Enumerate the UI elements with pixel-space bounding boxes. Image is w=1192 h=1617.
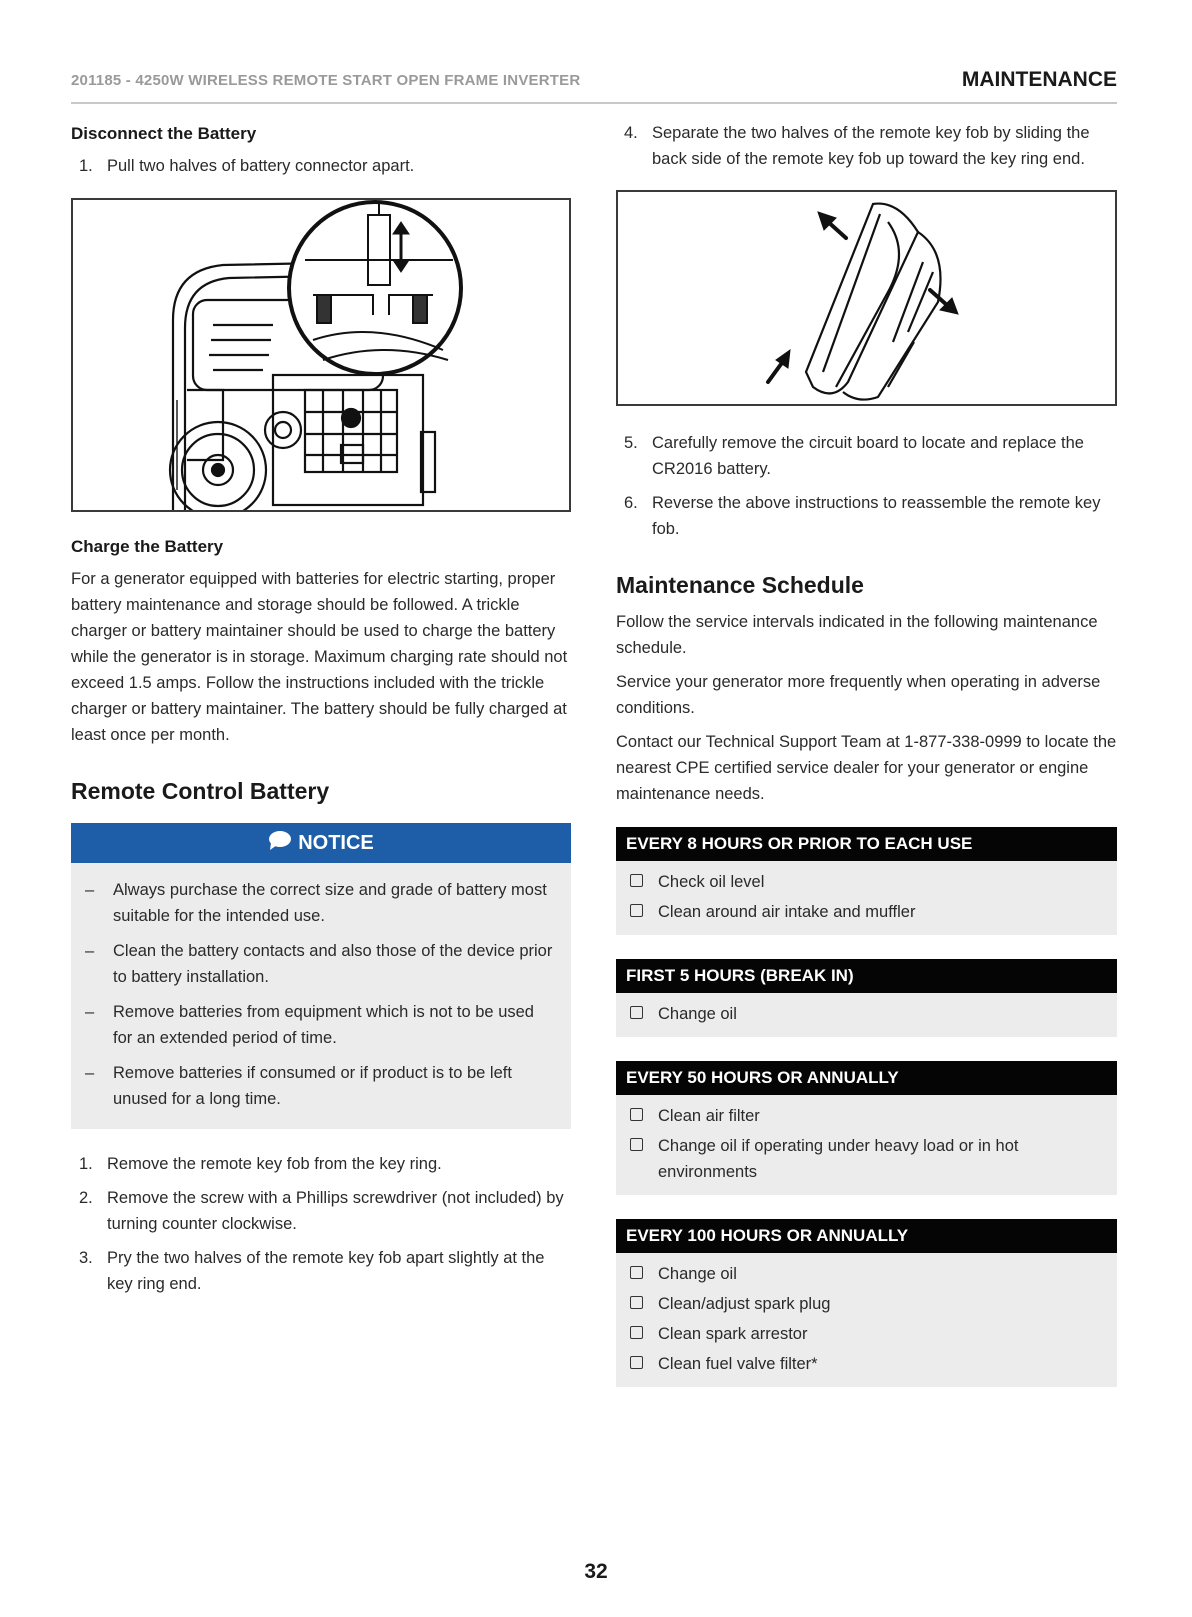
step-number: 1. (79, 1155, 93, 1173)
schedule-group-title: EVERY 100 HOURS OR ANNUALLY (616, 1219, 1117, 1253)
list-item (71, 1185, 571, 1237)
step-number: 3. (79, 1249, 93, 1267)
checklist-item (630, 1001, 1105, 1027)
checklist-item (630, 869, 1105, 895)
left-column (71, 120, 571, 1297)
step-text: Separate the two halves of the remote key fob by sliding the back side of the remote key fob up toward the key ring end. (652, 124, 1090, 168)
checklist-item-label: Clean around air intake and muffler (658, 903, 916, 921)
list-item (71, 1151, 571, 1177)
schedule-paragraph: Service your generator more frequently when operating in adverse conditions. (616, 673, 1101, 717)
remote-steps (71, 1151, 571, 1297)
notice-item-text: Always purchase the correct size and grade of battery most suitable for the intended use. (113, 881, 547, 925)
step-number: 6. (624, 494, 638, 512)
checklist-item-label: Change oil (658, 1005, 737, 1023)
checkbox-icon (630, 1138, 643, 1151)
schedule-group (616, 1061, 1117, 1195)
key-fob-illustration (616, 190, 1117, 406)
checklist-item (630, 1321, 1105, 1347)
section-title: MAINTENANCE (961, 68, 1117, 91)
list-item: – Remove batteries from equipment which is not to be used for an extended period of time. (85, 1003, 534, 1047)
step-number: 5. (624, 434, 638, 452)
checklist-item (630, 1351, 1105, 1377)
schedule-paragraph: Contact our Technical Support Team at 1-877-338-0999 to locate the nearest CPE certified service dealer for your generator or engine maintenance needs. (616, 733, 1117, 803)
step-text: Pull two halves of battery connector apart. (107, 157, 415, 175)
notice-box (71, 823, 571, 1129)
keyfob-steps-a (616, 120, 1117, 172)
schedule-group-title: FIRST 5 HOURS (BREAK IN) (616, 959, 1117, 993)
schedule-group-body (616, 1095, 1117, 1195)
notice-item-text: Remove batteries if consumed or if product is to be left unused for a long time. (113, 1064, 512, 1108)
list-item: – Clean the battery contacts and also those of the device prior to battery installation. (85, 942, 553, 986)
checklist-item-label: Change oil if operating under heavy load or in hot environments (658, 1137, 1019, 1181)
schedule-group-title: EVERY 8 HOURS OR PRIOR TO EACH USE (616, 827, 1117, 861)
keyfob-steps-b (616, 430, 1117, 542)
step-text: Pry the two halves of the remote key fob apart slightly at the key ring end. (107, 1249, 545, 1293)
notice-item-text: Clean the battery contacts and also those of the device prior to battery installation. (113, 942, 553, 986)
notice-list (71, 863, 571, 1129)
checklist-item-label: Clean/adjust spark plug (658, 1295, 831, 1313)
checklist-item-label: Check oil level (658, 873, 765, 891)
checklist-item-label: Clean spark arrestor (658, 1325, 808, 1343)
checklist-item-label: Clean air filter (658, 1107, 760, 1125)
checkbox-icon (630, 1296, 643, 1309)
list-item (71, 1245, 571, 1297)
list-item: – Always purchase the correct size and grade of battery most suitable for the intended use. (85, 881, 547, 925)
checklist-item (630, 1103, 1105, 1129)
schedule-group-title: EVERY 50 HOURS OR ANNUALLY (616, 1061, 1117, 1095)
list-item: – Remove batteries if consumed or if product is to be left unused for a long time. (85, 1064, 512, 1108)
schedule-group (616, 827, 1117, 935)
schedule-group-body (616, 993, 1117, 1037)
checklist-item-label: Change oil (658, 1265, 737, 1283)
checklist-item (630, 899, 1105, 925)
list-item (616, 430, 1117, 482)
charge-battery-heading: Charge the Battery (71, 537, 224, 556)
page-header (71, 66, 1117, 104)
schedule-group (616, 959, 1117, 1037)
step-number: 4. (624, 124, 638, 142)
step-text: Carefully remove the circuit board to locate and replace the CR2016 battery. (652, 434, 1084, 478)
disconnect-steps (71, 153, 571, 179)
remote-control-battery-heading: Remote Control Battery (71, 778, 330, 804)
step-number: 2. (79, 1189, 93, 1207)
schedule-group-body (616, 1253, 1117, 1387)
list-item (616, 490, 1117, 542)
checklist-item (630, 1291, 1105, 1317)
checkbox-icon (630, 1108, 643, 1121)
step-text: Remove the screw with a Phillips screwdriver (not included) by turning counter clockwise. (107, 1189, 564, 1233)
step-number: 1. (79, 157, 93, 175)
disconnect-battery-heading: Disconnect the Battery (71, 124, 257, 143)
checkbox-icon (630, 1006, 643, 1019)
checklist-item-label: Clean fuel valve filter* (658, 1355, 818, 1373)
right-column (616, 120, 1117, 1411)
charge-battery-body: For a generator equipped with batteries for electric starting, proper battery maintenance and storage should be followed. A trickle charger or battery maintainer should be used to charge the battery while the generator is in storage. Maximum charging rate should not exceed 1.5 amps. Follow the instructions included with the trickle charger or battery maintainer. The battery should be fully charged at least once per month. (71, 570, 568, 744)
maintenance-schedule-heading: Maintenance Schedule (616, 572, 864, 598)
document-title: 201185 - 4250W WIRELESS REMOTE START OPEN FRAME INVERTER (71, 72, 581, 89)
generator-battery-illustration (71, 198, 571, 512)
notice-item-text: Remove batteries from equipment which is not to be used for an extended period of time. (113, 1003, 534, 1047)
schedule-table (616, 827, 1117, 1387)
checkbox-icon (630, 1326, 643, 1339)
checklist-item (630, 1261, 1105, 1287)
checkbox-icon (630, 1356, 643, 1369)
key-fob-drawing (618, 192, 1115, 404)
list-item (71, 153, 571, 179)
checklist-item (630, 1133, 1105, 1185)
notice-header (71, 823, 571, 863)
speech-bubble-icon (268, 830, 292, 856)
notice-title: NOTICE (298, 831, 374, 854)
checkbox-icon (630, 874, 643, 887)
generator-drawing (73, 200, 569, 510)
list-item (616, 120, 1117, 172)
checkbox-icon (630, 1266, 643, 1279)
step-text: Reverse the above instructions to reassemble the remote key fob. (652, 494, 1101, 538)
schedule-group-body (616, 861, 1117, 935)
schedule-group (616, 1219, 1117, 1387)
page-number: 32 (584, 1560, 608, 1583)
checkbox-icon (630, 904, 643, 917)
schedule-paragraph: Follow the service intervals indicated in the following maintenance schedule. (616, 613, 1098, 657)
step-text: Remove the remote key fob from the key ring. (107, 1155, 442, 1173)
